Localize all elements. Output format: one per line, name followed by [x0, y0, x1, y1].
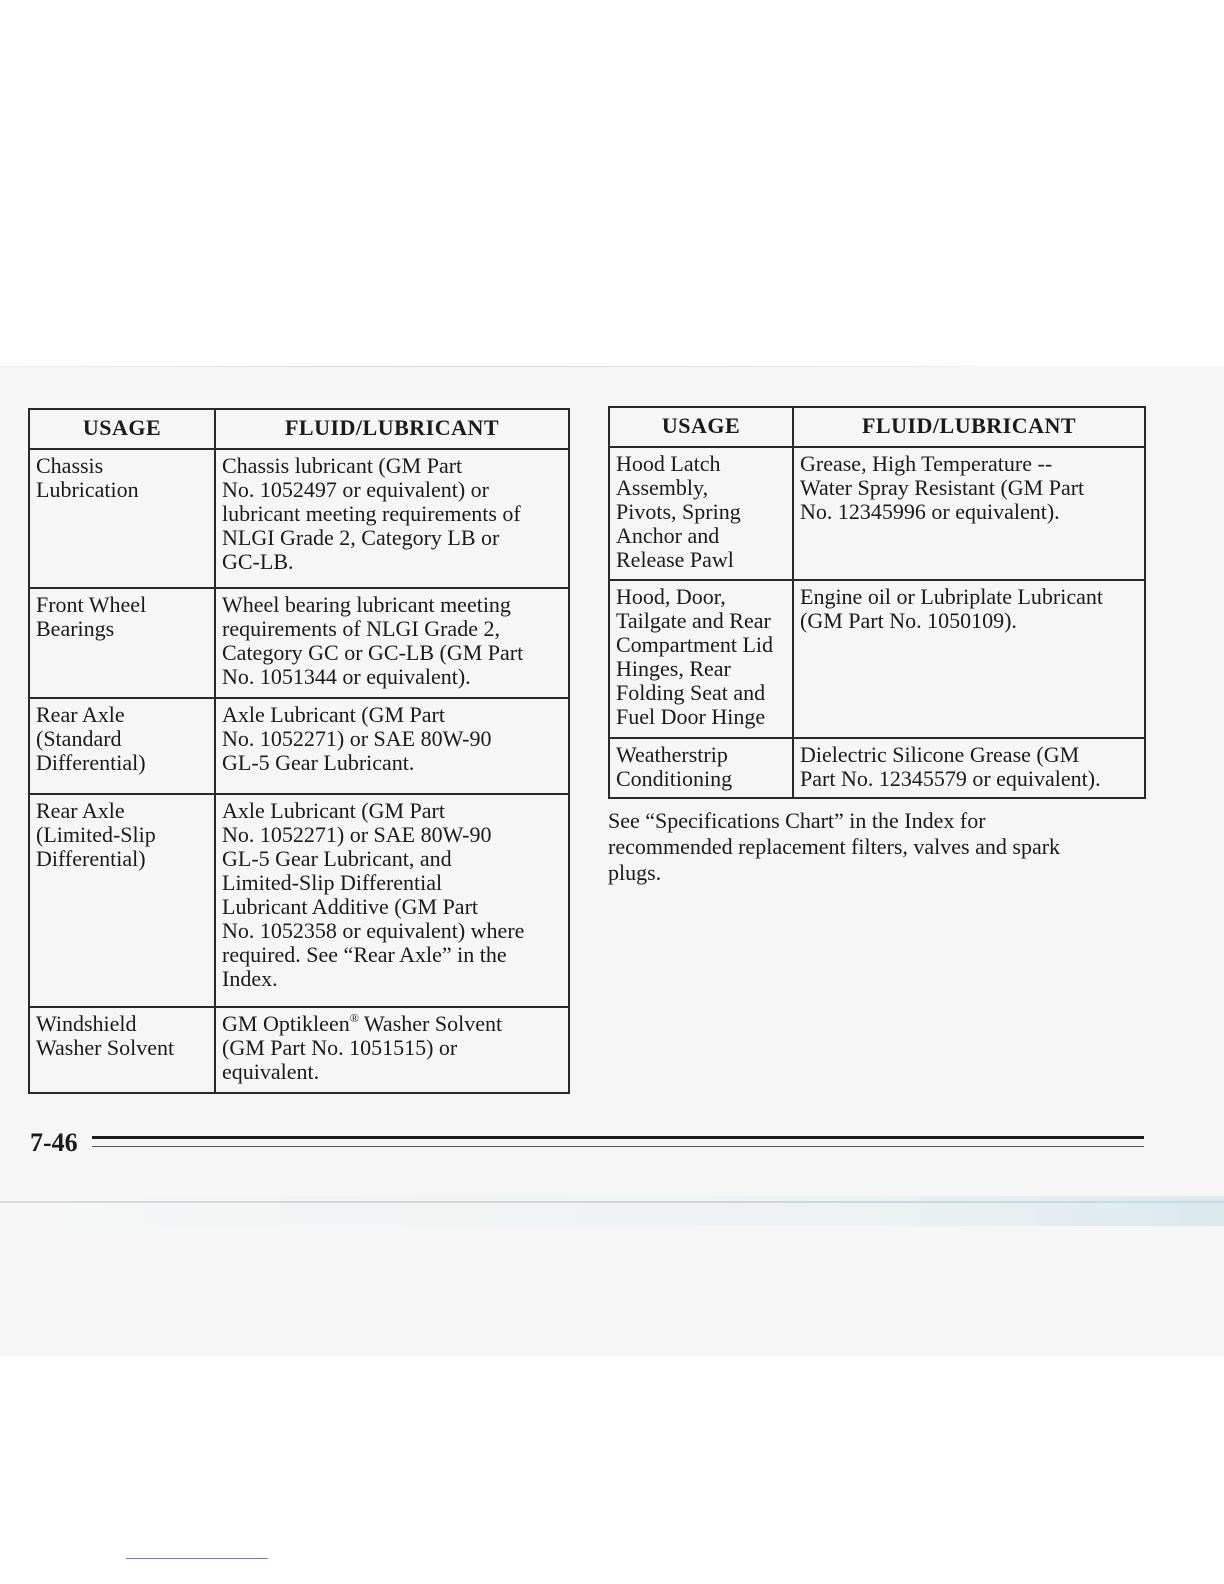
footer-rule: [92, 1136, 1144, 1139]
page-number: 7-46: [30, 1128, 78, 1157]
usage-cell: Chassis Lubrication: [29, 449, 215, 588]
registered-mark: ®: [349, 1011, 359, 1025]
fluid-cell: Axle Lubricant (GM Part No. 1052271) or SAE 80W-90 GL-5 Gear Lubricant.: [215, 698, 569, 794]
usage-cell: Weatherstrip Conditioning: [609, 738, 793, 798]
table-row: [609, 447, 1145, 580]
usage-cell: Hood Latch Assembly, Pivots, Spring Anchor and Release Pawl: [609, 447, 793, 580]
usage-cell: Windshield Washer Solvent: [29, 1007, 215, 1093]
brand-name: GM Optikleen: [222, 1011, 350, 1036]
footer-rule-thin: [92, 1146, 1144, 1147]
lubricant-table-left: [28, 408, 570, 1094]
column-header-fluid: FLUID/LUBRICANT: [215, 409, 569, 449]
usage-cell: Front Wheel Bearings: [29, 588, 215, 698]
specifications-note: See “Specifications Chart” in the Index for recommended replacement filters, valves and spark plugs.: [608, 808, 1061, 885]
column-header-fluid: FLUID/LUBRICANT: [793, 407, 1145, 447]
stray-blue-line: [126, 1558, 268, 1559]
table-row: [29, 588, 569, 698]
fluid-cell: Grease, High Temperature -- Water Spray Resistant (GM Part No. 12345996 or equivalent).: [793, 447, 1145, 580]
table-row: [609, 738, 1145, 798]
fluid-cell: Chassis lubricant (GM Part No. 1052497 or equivalent) or lubricant meeting requirements of NLGI Grade 2, Category LB or GC-LB.: [215, 449, 569, 588]
column-header-usage: USAGE: [609, 407, 793, 447]
lubricant-table-right: [608, 406, 1146, 799]
usage-cell: Rear Axle (Limited-Slip Differential): [29, 794, 215, 1007]
fluid-cell: Engine oil or Lubriplate Lubricant (GM Part No. 1050109).: [793, 580, 1145, 738]
fluid-cell: Dielectric Silicone Grease (GM Part No. 12345579 or equivalent).: [793, 738, 1145, 798]
scan-top-edge: [0, 366, 1000, 367]
fluid-cell: GM Optikleen® Washer Solvent (GM Part No. 1051515) or equivalent.: [215, 1007, 569, 1093]
table-row: [29, 1007, 569, 1093]
usage-cell: Rear Axle (Standard Differential): [29, 698, 215, 794]
column-header-usage: USAGE: [29, 409, 215, 449]
table-header-row: [609, 407, 1145, 447]
table-row: [29, 794, 569, 1007]
table-row: [609, 580, 1145, 738]
scan-bottom-line: [0, 1201, 1224, 1203]
fluid-cell: Axle Lubricant (GM Part No. 1052271) or SAE 80W-90 GL-5 Gear Lubricant, and Limited-Slip Differential Lubricant Additive (GM Part No. 1052358 or equivalent) where required. See “Rear Axle” in the Index.: [215, 794, 569, 1007]
table-row: [29, 698, 569, 794]
table-row: [29, 449, 569, 588]
fluid-cell: Wheel bearing lubricant meeting requirements of NLGI Grade 2, Category GC or GC-LB (GM Part No. 1051344 or equivalent).: [215, 588, 569, 698]
usage-cell: Hood, Door, Tailgate and Rear Compartment Lid Hinges, Rear Folding Seat and Fuel Door Hinge: [609, 580, 793, 738]
table-header-row: [29, 409, 569, 449]
